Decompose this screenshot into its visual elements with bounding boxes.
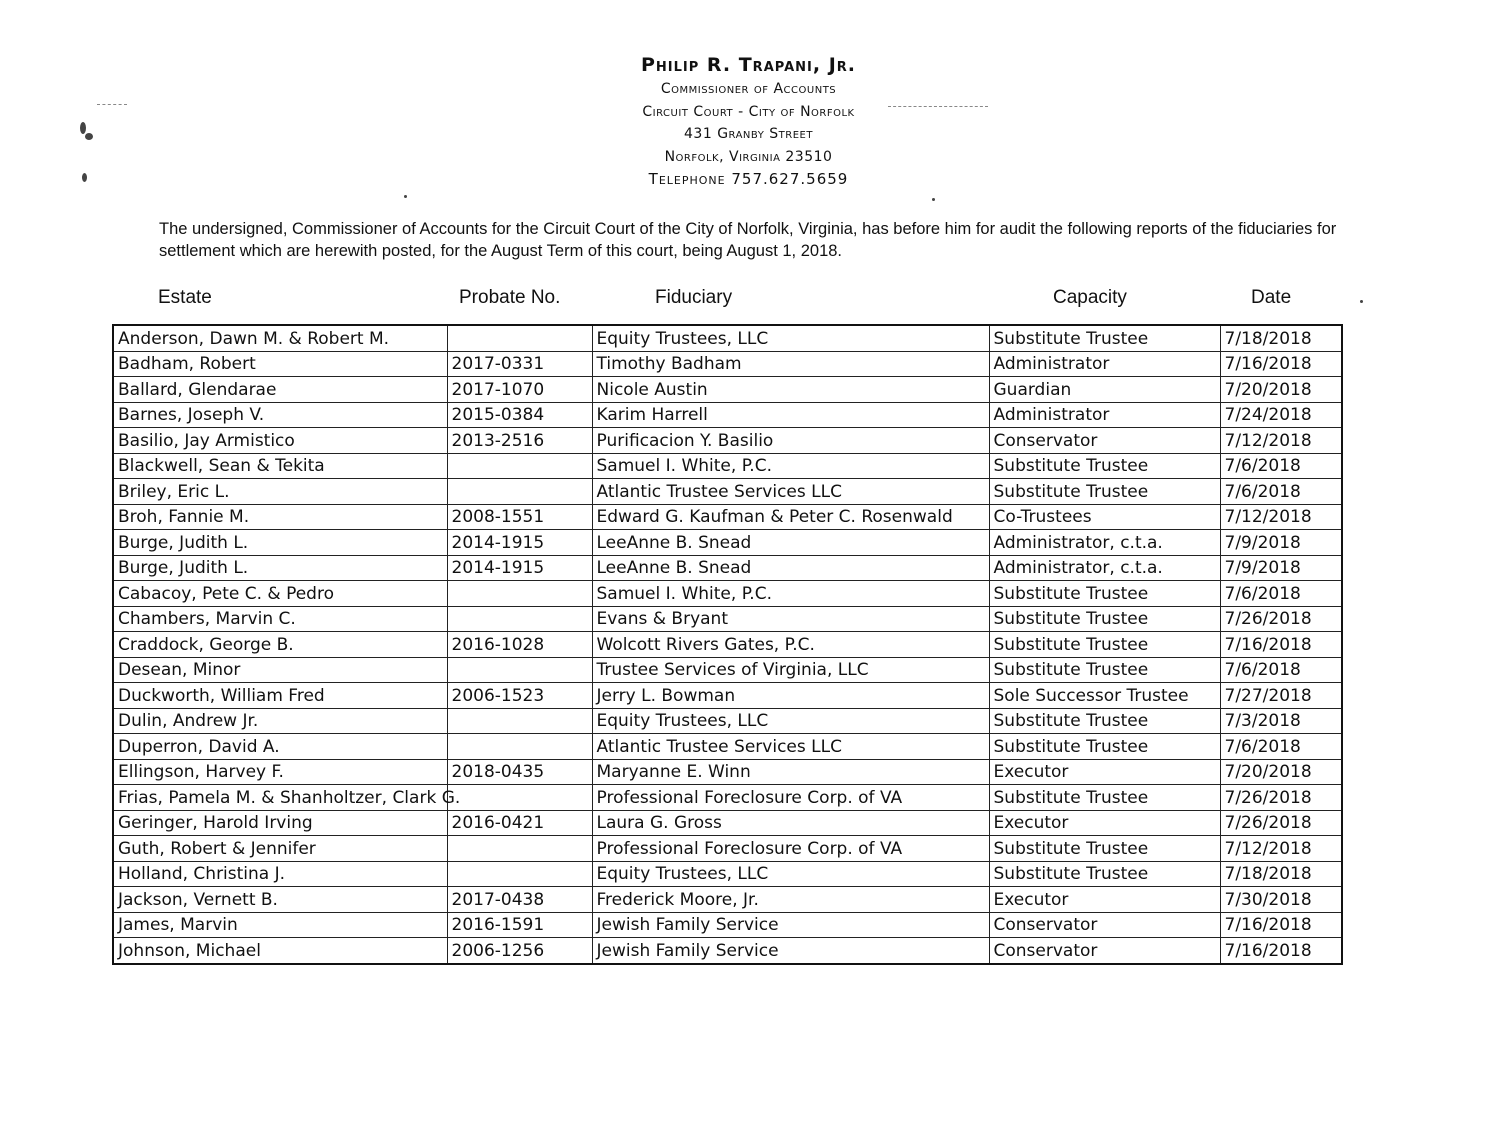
cell-date: 7/16/2018 [1220, 938, 1342, 964]
cell-fiduciary: Evans & Bryant [592, 606, 989, 632]
cell-estate: Blackwell, Sean & Tekita [113, 453, 447, 479]
commissioner-title: Commissioner of Accounts [660, 81, 837, 97]
cell-date: 7/9/2018 [1220, 555, 1342, 581]
cell-estate: Duperron, David A. [113, 734, 447, 760]
table-row [113, 428, 1342, 454]
cell-capacity: Conservator [989, 938, 1220, 964]
table-row [113, 887, 1342, 913]
cell-date: 7/30/2018 [1220, 887, 1342, 913]
cell-date: 7/16/2018 [1220, 912, 1342, 938]
cell-estate: Basilio, Jay Armistico [113, 428, 447, 454]
cell-capacity: Administrator, c.t.a. [989, 530, 1220, 556]
cell-estate: Ellingson, Harvey F. [113, 759, 447, 785]
cell-estate: Barnes, Joseph V. [113, 402, 447, 428]
column-header-date: Date [1251, 287, 1292, 308]
table-body [113, 325, 1342, 964]
cell-capacity: Administrator, c.t.a. [989, 555, 1220, 581]
cell-capacity: Co-Trustees [989, 504, 1220, 530]
cell-probate-no: 2018-0435 [447, 759, 592, 785]
cell-fiduciary: Karim Harrell [592, 402, 989, 428]
table-row [113, 938, 1342, 964]
cell-date: 7/16/2018 [1220, 351, 1342, 377]
cell-probate-no [447, 325, 592, 351]
table-row [113, 351, 1342, 377]
cell-estate: Duckworth, William Fred [113, 683, 447, 709]
cell-probate-no: 2017-1070 [447, 377, 592, 403]
cell-capacity: Conservator [989, 912, 1220, 938]
table-row [113, 785, 1342, 811]
cell-capacity: Conservator [989, 428, 1220, 454]
cell-estate: Holland, Christina J. [113, 861, 447, 887]
cell-date: 7/26/2018 [1220, 785, 1342, 811]
cell-capacity: Substitute Trustee [989, 479, 1220, 505]
cell-fiduciary: Jewish Family Service [592, 912, 989, 938]
cell-fiduciary: Trustee Services of Virginia, LLC [592, 657, 989, 683]
cell-capacity: Sole Successor Trustee [989, 683, 1220, 709]
table-row [113, 402, 1342, 428]
street-address: 431 Granby Street [684, 126, 813, 142]
cell-fiduciary: Samuel I. White, P.C. [592, 453, 989, 479]
cell-probate-no [447, 479, 592, 505]
cell-probate-no: 2015-0384 [447, 402, 592, 428]
cell-estate: James, Marvin [113, 912, 447, 938]
scan-speck [1360, 300, 1363, 303]
cell-probate-no: 2006-1256 [447, 938, 592, 964]
cell-estate: Chambers, Marvin C. [113, 606, 447, 632]
cell-probate-no [447, 785, 592, 811]
cell-fiduciary: Professional Foreclosure Corp. of VA [592, 836, 989, 862]
table-row [113, 555, 1342, 581]
cell-probate-no [447, 734, 592, 760]
table-row [113, 683, 1342, 709]
cell-capacity: Executor [989, 810, 1220, 836]
cell-date: 7/20/2018 [1220, 377, 1342, 403]
column-header-estate: Estate [158, 287, 212, 308]
scan-speck [404, 195, 407, 198]
cell-date: 7/27/2018 [1220, 683, 1342, 709]
cell-fiduciary: Atlantic Trustee Services LLC [592, 734, 989, 760]
table-row [113, 759, 1342, 785]
cell-estate: Desean, Minor [113, 657, 447, 683]
cell-estate: Craddock, George B. [113, 632, 447, 658]
cell-estate: Broh, Fannie M. [113, 504, 447, 530]
cell-probate-no [447, 861, 592, 887]
table-row [113, 479, 1342, 505]
cell-capacity: Substitute Trustee [989, 325, 1220, 351]
table-row [113, 504, 1342, 530]
column-header-probate-no: Probate No. [459, 287, 561, 308]
cell-probate-no: 2014-1915 [447, 530, 592, 556]
table-row [113, 530, 1342, 556]
cell-fiduciary: Timothy Badham [592, 351, 989, 377]
cell-capacity: Substitute Trustee [989, 657, 1220, 683]
cell-estate: Dulin, Andrew Jr. [113, 708, 447, 734]
cell-capacity: Substitute Trustee [989, 785, 1220, 811]
table-row [113, 632, 1342, 658]
cell-probate-no: 2017-0331 [447, 351, 592, 377]
cell-capacity: Substitute Trustee [989, 708, 1220, 734]
cell-fiduciary: Professional Foreclosure Corp. of VA [592, 785, 989, 811]
cell-date: 7/6/2018 [1220, 453, 1342, 479]
cell-fiduciary: Laura G. Gross [592, 810, 989, 836]
table-row [113, 836, 1342, 862]
cell-fiduciary: Edward G. Kaufman & Peter C. Rosenwald [592, 504, 989, 530]
cell-estate: Cabacoy, Pete C. & Pedro [113, 581, 447, 607]
table-row [113, 377, 1342, 403]
court-name: Circuit Court - City of Norfolk [642, 103, 855, 120]
cell-probate-no [447, 453, 592, 479]
scan-speck [932, 198, 935, 201]
cell-capacity: Executor [989, 887, 1220, 913]
cell-capacity: Guardian [989, 377, 1220, 403]
table-row [113, 453, 1342, 479]
cell-capacity: Substitute Trustee [989, 836, 1220, 862]
commissioner-name: Philip R. Trapani, Jr. [641, 54, 856, 76]
cell-date: 7/3/2018 [1220, 708, 1342, 734]
cell-date: 7/6/2018 [1220, 479, 1342, 505]
table-row [113, 912, 1342, 938]
city-address: Norfolk, Virginia 23510 [664, 148, 833, 165]
fiduciary-report-table [112, 324, 1343, 965]
table-row [113, 708, 1342, 734]
cell-probate-no: 2014-1915 [447, 555, 592, 581]
cell-probate-no [447, 581, 592, 607]
cell-date: 7/26/2018 [1220, 810, 1342, 836]
cell-date: 7/6/2018 [1220, 657, 1342, 683]
cell-estate: Briley, Eric L. [113, 479, 447, 505]
cell-date: 7/12/2018 [1220, 428, 1342, 454]
cell-capacity: Substitute Trustee [989, 581, 1220, 607]
table-row [113, 606, 1342, 632]
table-row [113, 657, 1342, 683]
cell-date: 7/9/2018 [1220, 530, 1342, 556]
cell-probate-no: 2016-0421 [447, 810, 592, 836]
table-row [113, 810, 1342, 836]
cell-date: 7/20/2018 [1220, 759, 1342, 785]
cell-fiduciary: Equity Trustees, LLC [592, 325, 989, 351]
cell-fiduciary: Atlantic Trustee Services LLC [592, 479, 989, 505]
cell-fiduciary: Jerry L. Bowman [592, 683, 989, 709]
cell-fiduciary: Maryanne E. Winn [592, 759, 989, 785]
cell-estate: Jackson, Vernett B. [113, 887, 447, 913]
cell-capacity: Administrator [989, 351, 1220, 377]
cell-probate-no [447, 606, 592, 632]
cell-fiduciary: Wolcott Rivers Gates, P.C. [592, 632, 989, 658]
table-row [113, 325, 1342, 351]
cell-date: 7/6/2018 [1220, 734, 1342, 760]
cell-capacity: Substitute Trustee [989, 734, 1220, 760]
cell-probate-no: 2016-1028 [447, 632, 592, 658]
cell-estate: Geringer, Harold Irving [113, 810, 447, 836]
intro-paragraph: The undersigned, Commissioner of Accounts for the Circuit Court of the City of Norfolk, Virginia, has before him for audit the following reports of the fiduciaries for settlement which are herewith posted, for the August Term of this court, being August 1, 2018. [159, 220, 1337, 260]
cell-fiduciary: Jewish Family Service [592, 938, 989, 964]
cell-date: 7/12/2018 [1220, 504, 1342, 530]
cell-capacity: Substitute Trustee [989, 861, 1220, 887]
table-row [113, 734, 1342, 760]
cell-estate: Frias, Pamela M. & Shanholtzer, Clark G. [113, 785, 447, 811]
cell-estate: Ballard, Glendarae [113, 377, 447, 403]
cell-estate: Johnson, Michael [113, 938, 447, 964]
cell-date: 7/12/2018 [1220, 836, 1342, 862]
column-header-fiduciary: Fiduciary [655, 287, 733, 308]
cell-fiduciary: Equity Trustees, LLC [592, 708, 989, 734]
cell-estate: Badham, Robert [113, 351, 447, 377]
cell-date: 7/26/2018 [1220, 606, 1342, 632]
cell-fiduciary: Purificacion Y. Basilio [592, 428, 989, 454]
cell-probate-no: 2008-1551 [447, 504, 592, 530]
cell-capacity: Substitute Trustee [989, 632, 1220, 658]
letterhead [0, 52, 1497, 191]
cell-date: 7/6/2018 [1220, 581, 1342, 607]
cell-capacity: Substitute Trustee [989, 453, 1220, 479]
cell-date: 7/16/2018 [1220, 632, 1342, 658]
cell-estate: Anderson, Dawn M. & Robert M. [113, 325, 447, 351]
cell-fiduciary: Frederick Moore, Jr. [592, 887, 989, 913]
cell-fiduciary: LeeAnne B. Snead [592, 530, 989, 556]
cell-probate-no [447, 708, 592, 734]
cell-date: 7/24/2018 [1220, 402, 1342, 428]
cell-estate: Burge, Judith L. [113, 555, 447, 581]
table-row [113, 581, 1342, 607]
cell-fiduciary: Equity Trustees, LLC [592, 861, 989, 887]
cell-estate: Guth, Robert & Jennifer [113, 836, 447, 862]
cell-fiduciary: LeeAnne B. Snead [592, 555, 989, 581]
cell-capacity: Administrator [989, 402, 1220, 428]
cell-capacity: Substitute Trustee [989, 606, 1220, 632]
cell-fiduciary: Samuel I. White, P.C. [592, 581, 989, 607]
cell-probate-no: 2013-2516 [447, 428, 592, 454]
cell-probate-no: 2016-1591 [447, 912, 592, 938]
table-row [113, 861, 1342, 887]
cell-fiduciary: Nicole Austin [592, 377, 989, 403]
cell-probate-no: 2017-0438 [447, 887, 592, 913]
cell-date: 7/18/2018 [1220, 861, 1342, 887]
cell-probate-no: 2006-1523 [447, 683, 592, 709]
cell-probate-no [447, 836, 592, 862]
cell-capacity: Executor [989, 759, 1220, 785]
column-header-capacity: Capacity [1053, 287, 1127, 308]
cell-estate: Burge, Judith L. [113, 530, 447, 556]
cell-date: 7/18/2018 [1220, 325, 1342, 351]
cell-probate-no [447, 657, 592, 683]
telephone: Telephone 757.627.5659 [648, 170, 849, 188]
